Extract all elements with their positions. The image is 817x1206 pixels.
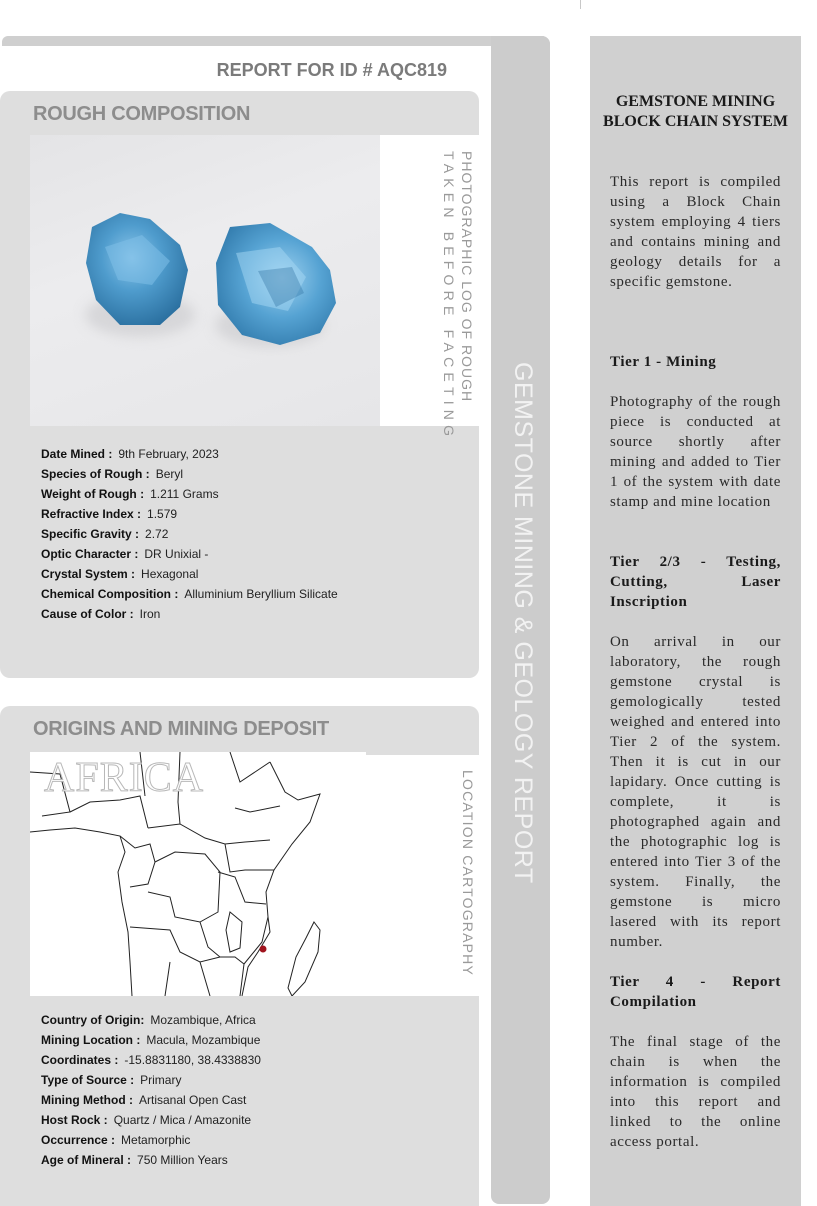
property-row bbox=[41, 484, 338, 504]
property-row bbox=[41, 1030, 261, 1050]
property-label: Type of Source : bbox=[41, 1073, 135, 1087]
property-row bbox=[41, 604, 338, 624]
tier-1-heading: Tier 1 - Mining bbox=[610, 354, 717, 370]
property-value: Primary bbox=[140, 1073, 182, 1087]
photo-caption-line-1: PHOTOGRAPHIC LOG OF ROUGH bbox=[459, 151, 475, 403]
property-label: Mining Method : bbox=[41, 1093, 133, 1107]
tier-4-body: The final stage of the chain is when the information is compiled into this report and linked to the online access portal. bbox=[610, 1034, 781, 1150]
property-label: Mining Location : bbox=[41, 1033, 141, 1047]
property-label: Date Mined : bbox=[41, 447, 113, 461]
property-row bbox=[41, 1090, 261, 1110]
rough-composition-panel bbox=[0, 91, 479, 678]
map-caption: LOCATION CARTOGRAPHY bbox=[460, 770, 476, 977]
property-value: Alluminium Beryllium Silicate bbox=[184, 587, 338, 601]
property-row bbox=[41, 444, 338, 464]
property-value: Iron bbox=[139, 607, 161, 621]
property-value: 1.579 bbox=[147, 507, 178, 521]
rough-composition-title: ROUGH COMPOSITION bbox=[33, 103, 251, 125]
property-value: 9th February, 2023 bbox=[118, 447, 219, 461]
rough-properties-list bbox=[41, 444, 338, 624]
property-row bbox=[41, 1070, 261, 1090]
property-row bbox=[41, 564, 338, 584]
property-label: Crystal System : bbox=[41, 567, 136, 581]
photo-caption bbox=[440, 151, 476, 441]
property-row bbox=[41, 584, 338, 604]
tier-4-heading: Tier 4 - Report Compilation bbox=[610, 974, 781, 1010]
rough-gem-photo bbox=[30, 135, 380, 426]
origins-panel bbox=[0, 706, 479, 1206]
tier-1-body: Photography of the rough piece is conducted at source shortly after mining and added to Tier 1 of the system with date stamp and mine location bbox=[610, 394, 781, 510]
property-label: Cause of Color : bbox=[41, 607, 134, 621]
report-id-heading: REPORT FOR ID # AQC819 bbox=[216, 60, 447, 80]
top-frame-bar bbox=[2, 36, 550, 46]
property-label: Chemical Composition : bbox=[41, 587, 179, 601]
property-value: 750 Million Years bbox=[137, 1153, 228, 1167]
property-label: Optic Character : bbox=[41, 547, 139, 561]
sidebar-title: GEMSTONE MINING BLOCK CHAIN SYSTEM bbox=[603, 93, 788, 130]
spine-title: GEMSTONE MINING & GEOLOGY REPORT bbox=[509, 362, 537, 884]
property-label: Age of Mineral : bbox=[41, 1153, 132, 1167]
property-value: Metamorphic bbox=[121, 1133, 191, 1147]
property-label: Occurrence : bbox=[41, 1133, 116, 1147]
property-value: Beryl bbox=[155, 467, 184, 481]
property-value: Artisanal Open Cast bbox=[138, 1093, 247, 1107]
property-label: Refractive Index : bbox=[41, 507, 142, 521]
page-divider-tick bbox=[580, 0, 581, 9]
gemstone-crystals-image bbox=[30, 135, 380, 426]
map-region-label: AFRICA bbox=[44, 755, 205, 801]
property-value: 2.72 bbox=[145, 527, 169, 541]
photo-caption-line-2: TAKEN BEFORE FACETING bbox=[441, 151, 457, 442]
tier-2-3-heading: Tier 2/3 - Testing, Cutting, Laser Inscription bbox=[610, 554, 781, 610]
africa-map bbox=[30, 752, 366, 996]
mine-location-marker-icon bbox=[258, 944, 268, 954]
property-value: DR Unixial - bbox=[144, 547, 209, 561]
property-label: Host Rock : bbox=[41, 1113, 108, 1127]
property-label: Species of Rough : bbox=[41, 467, 150, 481]
property-row bbox=[41, 504, 338, 524]
property-value: Hexagonal bbox=[141, 567, 199, 581]
property-row bbox=[41, 464, 338, 484]
blockchain-info-sidebar bbox=[590, 36, 801, 1206]
property-row bbox=[41, 544, 338, 564]
sidebar-intro: This report is compiled using a Block Chain system employing 4 tiers and contains mining and geology details for a specific gemstone. bbox=[610, 174, 781, 290]
property-value: 1.211 Grams bbox=[150, 487, 219, 501]
property-value: Mozambique, Africa bbox=[150, 1013, 256, 1027]
property-row bbox=[41, 1130, 261, 1150]
property-row bbox=[41, 524, 338, 544]
property-label: Country of Origin: bbox=[41, 1013, 145, 1027]
origins-title: ORIGINS AND MINING DEPOSIT bbox=[33, 718, 329, 740]
property-value: -15.8831180, 38.4338830 bbox=[124, 1053, 261, 1067]
tier-2-3-body: On arrival in our laboratory, the rough gemstone crystal is gemologically tested weighed and entered into Tier 2 of the system. Then it is cut in our lapidary. Once cutting is complete, it is photographed again and the photographic log is entered into Tier 3 of the system. Finally, the gemstone is micro lasered with its report number. bbox=[610, 634, 781, 950]
property-row bbox=[41, 1050, 261, 1070]
property-label: Weight of Rough : bbox=[41, 487, 145, 501]
property-row bbox=[41, 1010, 261, 1030]
property-value: Quartz / Mica / Amazonite bbox=[113, 1113, 252, 1127]
property-label: Coordinates : bbox=[41, 1053, 119, 1067]
origin-properties-list bbox=[41, 1010, 261, 1170]
property-row bbox=[41, 1150, 261, 1170]
property-value: Macula, Mozambique bbox=[146, 1033, 261, 1047]
property-label: Specific Gravity : bbox=[41, 527, 140, 541]
property-row bbox=[41, 1110, 261, 1130]
